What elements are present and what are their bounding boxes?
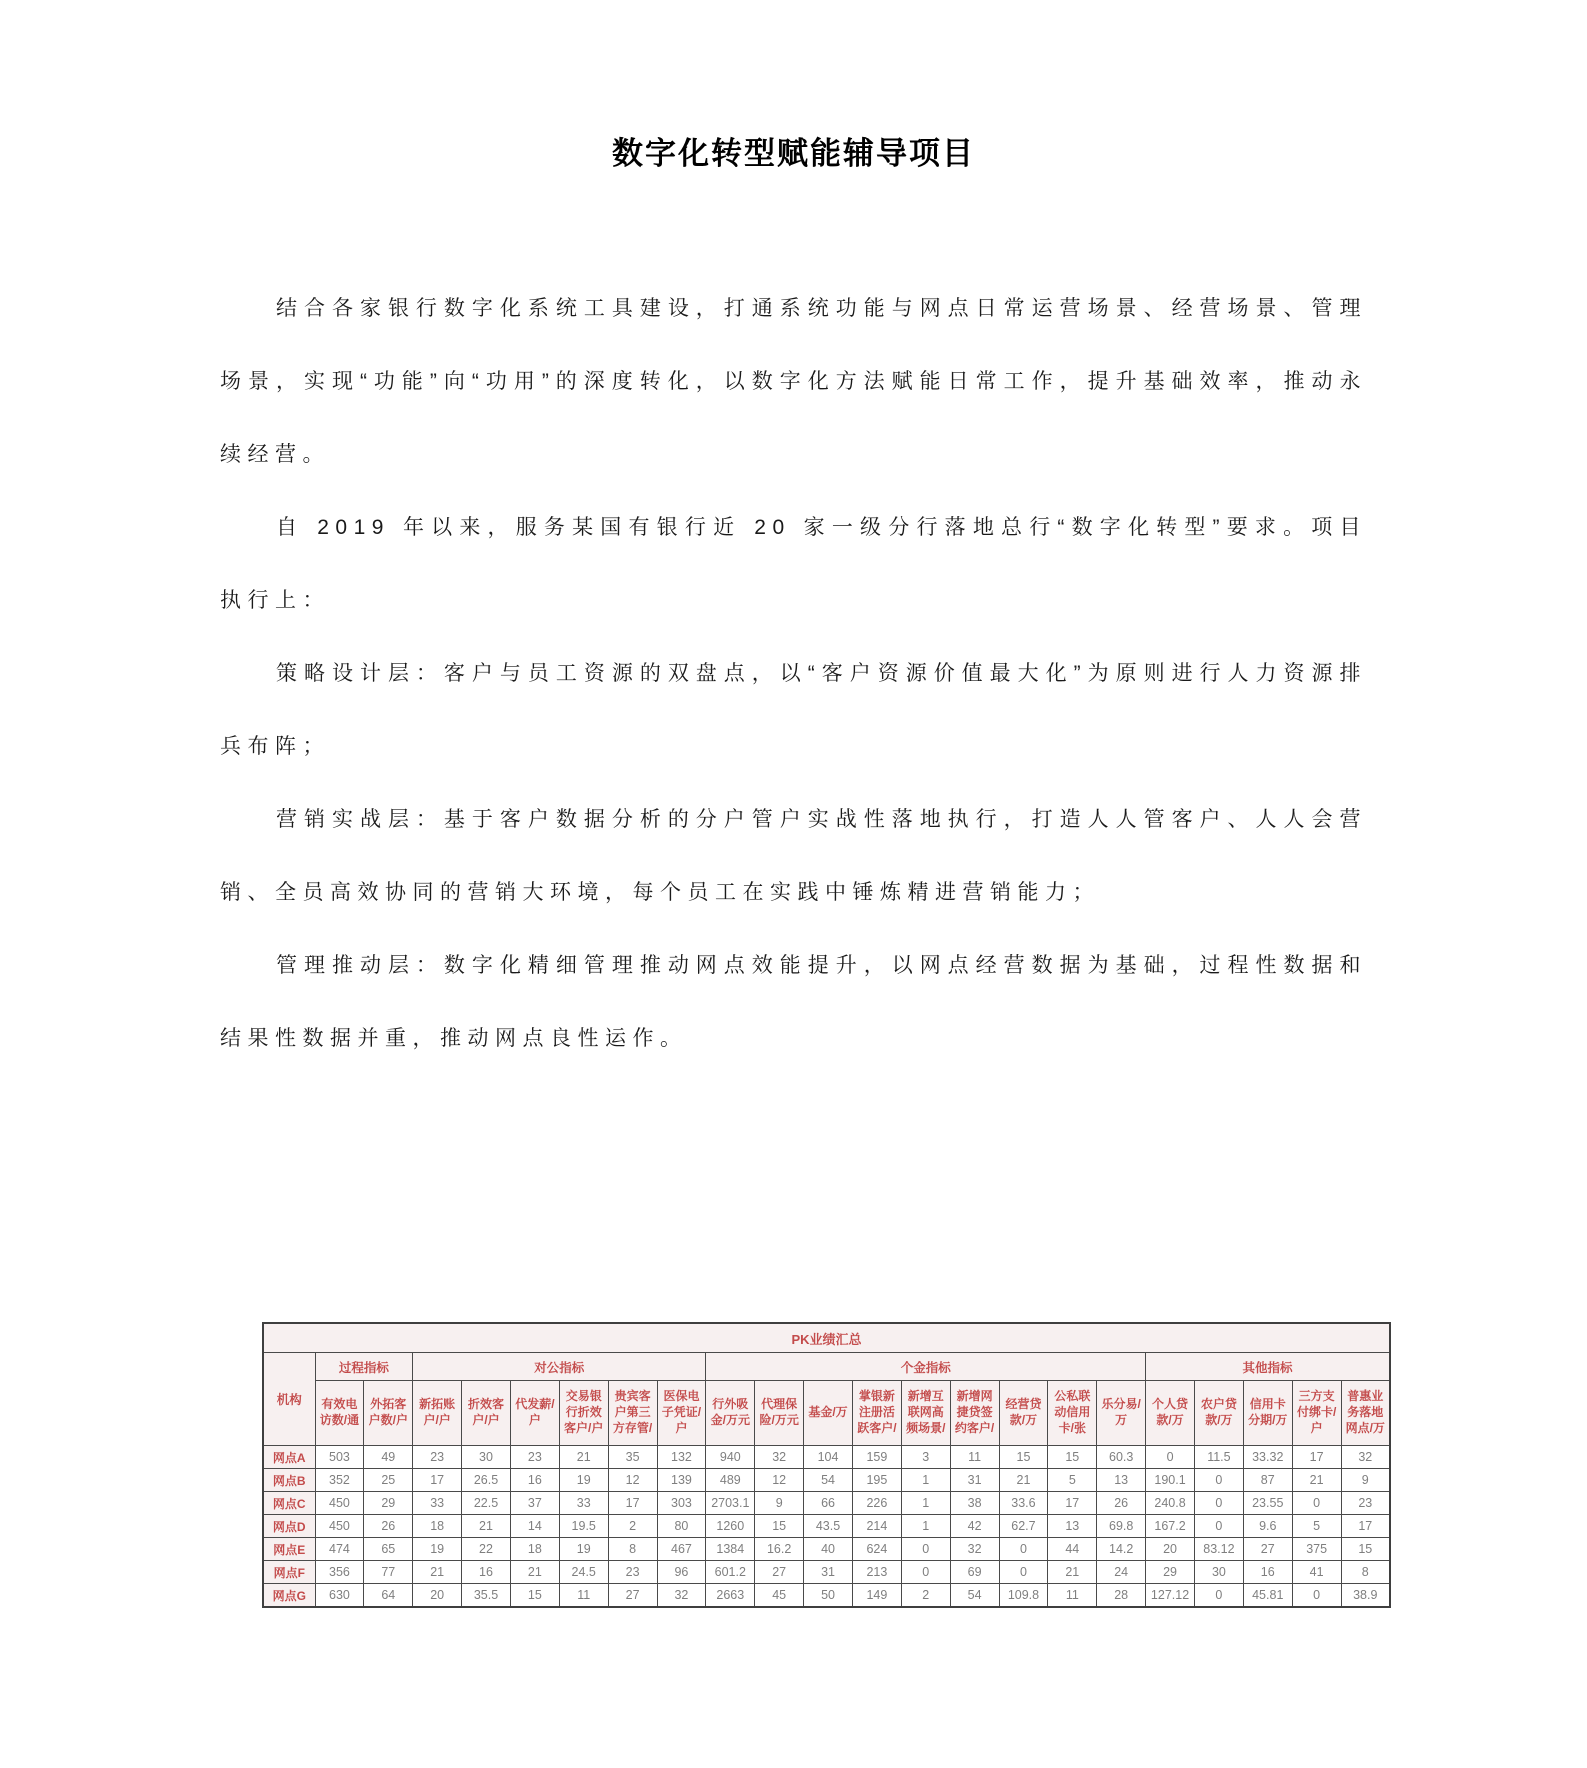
data-cell: 21 (462, 1515, 511, 1538)
column-header-cell: 新增网捷贷签约客户/ (950, 1381, 999, 1446)
data-cell: 14.2 (1097, 1538, 1146, 1561)
data-cell: 32 (1341, 1446, 1390, 1469)
column-header-cell: 经营贷款/万 (999, 1381, 1048, 1446)
data-cell: 65 (364, 1538, 413, 1561)
data-cell: 31 (950, 1469, 999, 1492)
data-cell: 83.12 (1194, 1538, 1243, 1561)
data-cell: 15 (1048, 1446, 1097, 1469)
data-cell: 9 (1341, 1469, 1390, 1492)
data-cell: 96 (657, 1561, 706, 1584)
column-header-cell: 基金/万 (804, 1381, 853, 1446)
data-cell: 15 (510, 1584, 559, 1608)
pk-performance-table (262, 1322, 1391, 1608)
column-header-cell: 个人贷款/万 (1146, 1381, 1195, 1446)
data-cell: 11 (559, 1584, 608, 1608)
data-cell: 104 (804, 1446, 853, 1469)
data-cell: 12 (755, 1469, 804, 1492)
org-header-cell: 机构 (263, 1353, 315, 1446)
data-cell: 22.5 (462, 1492, 511, 1515)
data-cell: 28 (1097, 1584, 1146, 1608)
data-cell: 109.8 (999, 1584, 1048, 1608)
data-cell: 30 (1194, 1561, 1243, 1584)
data-cell: 0 (999, 1538, 1048, 1561)
page-title: 数字化转型赋能辅导项目 (612, 136, 975, 171)
data-cell: 11.5 (1194, 1446, 1243, 1469)
column-header-cell: 新增互联网高频场景/ (901, 1381, 950, 1446)
column-header-cell: 贵宾客户第三方存管/ (608, 1381, 657, 1446)
data-cell: 27 (608, 1584, 657, 1608)
paragraph-intro: 结合各家银行数字化系统工具建设，打通系统功能与网点日常运营场景、经营场景、管理场景，实现“功能”向“功用”的深度转化，以数字化方法赋能日常工作，提升基础效率，推动永续经营。 (220, 297, 1367, 466)
column-header-cell: 代发薪/户 (510, 1381, 559, 1446)
data-cell: 23 (608, 1561, 657, 1584)
table-row (263, 1469, 1390, 1492)
data-cell: 190.1 (1146, 1469, 1195, 1492)
table-row (263, 1538, 1390, 1561)
data-cell: 0 (1146, 1446, 1195, 1469)
column-header-cell: 行外吸金/万元 (706, 1381, 755, 1446)
data-cell: 44 (1048, 1538, 1097, 1561)
data-cell: 32 (755, 1446, 804, 1469)
data-cell: 37 (510, 1492, 559, 1515)
column-header-cell: 乐分易/万 (1097, 1381, 1146, 1446)
data-cell: 214 (852, 1515, 901, 1538)
data-cell: 13 (1048, 1515, 1097, 1538)
data-cell: 38.9 (1341, 1584, 1390, 1608)
paragraph-management-layer: 管理推动层：数字化精细管理推动网点效能提升，以网点经营数据为基础，过程性数据和结果性数据并重，推动网点良性运作。 (220, 954, 1367, 1050)
table-title-row (263, 1323, 1390, 1353)
column-header-row (263, 1381, 1390, 1446)
paragraph-since-2019: 自 2019 年以来，服务某国有银行近 20 家一级分行落地总行“数字化转型”要求。项目执行上： (220, 516, 1367, 612)
data-cell: 159 (852, 1446, 901, 1469)
data-cell: 5 (1292, 1515, 1341, 1538)
data-cell: 33.32 (1243, 1446, 1292, 1469)
data-cell: 54 (804, 1469, 853, 1492)
data-cell: 0 (901, 1561, 950, 1584)
data-cell: 1 (901, 1469, 950, 1492)
data-cell: 352 (315, 1469, 364, 1492)
data-cell: 27 (755, 1561, 804, 1584)
column-header-cell: 有效电访数/通 (315, 1381, 364, 1446)
data-cell: 62.7 (999, 1515, 1048, 1538)
data-cell: 26.5 (462, 1469, 511, 1492)
data-cell: 17 (608, 1492, 657, 1515)
data-cell: 624 (852, 1538, 901, 1561)
data-cell: 167.2 (1146, 1515, 1195, 1538)
data-cell: 29 (1146, 1561, 1195, 1584)
pk-table-container (262, 1322, 1391, 1608)
group-header-row (263, 1353, 1390, 1381)
column-header-cell: 掌银新注册活跃客户/ (852, 1381, 901, 1446)
data-cell: 0 (999, 1561, 1048, 1584)
data-cell: 9.6 (1243, 1515, 1292, 1538)
data-cell: 149 (852, 1584, 901, 1608)
data-cell: 33 (559, 1492, 608, 1515)
data-cell: 17 (1048, 1492, 1097, 1515)
data-cell: 45 (755, 1584, 804, 1608)
data-cell: 503 (315, 1446, 364, 1469)
data-cell: 0 (1194, 1492, 1243, 1515)
data-cell: 19 (559, 1538, 608, 1561)
data-cell: 35 (608, 1446, 657, 1469)
branch-label-cell: 网点B (263, 1469, 315, 1492)
data-cell: 1384 (706, 1538, 755, 1561)
data-cell: 601.2 (706, 1561, 755, 1584)
data-cell: 1 (901, 1515, 950, 1538)
data-cell: 23.55 (1243, 1492, 1292, 1515)
data-cell: 21 (1048, 1561, 1097, 1584)
data-cell: 23 (1341, 1492, 1390, 1515)
data-cell: 213 (852, 1561, 901, 1584)
data-cell: 19 (559, 1469, 608, 1492)
data-cell: 17 (1341, 1515, 1390, 1538)
data-cell: 38 (950, 1492, 999, 1515)
data-cell: 18 (510, 1538, 559, 1561)
data-cell: 21 (413, 1561, 462, 1584)
data-cell: 132 (657, 1446, 706, 1469)
data-cell: 12 (608, 1469, 657, 1492)
data-cell: 21 (510, 1561, 559, 1584)
data-cell: 356 (315, 1561, 364, 1584)
data-cell: 16 (1243, 1561, 1292, 1584)
data-cell: 77 (364, 1561, 413, 1584)
column-header-cell: 农户贷款/万 (1194, 1381, 1243, 1446)
data-cell: 29 (364, 1492, 413, 1515)
data-cell: 15 (1341, 1538, 1390, 1561)
data-cell: 0 (1194, 1469, 1243, 1492)
data-cell: 22 (462, 1538, 511, 1561)
data-cell: 0 (901, 1538, 950, 1561)
data-cell: 8 (1341, 1561, 1390, 1584)
data-cell: 3 (901, 1446, 950, 1469)
data-cell: 21 (1292, 1469, 1341, 1492)
data-cell: 2 (608, 1515, 657, 1538)
column-header-cell: 公私联动信用卡/张 (1048, 1381, 1097, 1446)
data-cell: 17 (413, 1469, 462, 1492)
data-cell: 33 (413, 1492, 462, 1515)
table-row (263, 1561, 1390, 1584)
group-header-cell: 其他指标 (1146, 1353, 1390, 1381)
data-cell: 2663 (706, 1584, 755, 1608)
data-cell: 80 (657, 1515, 706, 1538)
data-cell: 450 (315, 1515, 364, 1538)
data-cell: 16 (510, 1469, 559, 1492)
data-cell: 33.6 (999, 1492, 1048, 1515)
data-cell: 54 (950, 1584, 999, 1608)
data-cell: 26 (364, 1515, 413, 1538)
data-cell: 13 (1097, 1469, 1146, 1492)
data-cell: 474 (315, 1538, 364, 1561)
data-cell: 21 (559, 1446, 608, 1469)
data-cell: 940 (706, 1446, 755, 1469)
data-cell: 0 (1292, 1492, 1341, 1515)
branch-label-cell: 网点A (263, 1446, 315, 1469)
data-cell: 23 (413, 1446, 462, 1469)
data-cell: 0 (1194, 1584, 1243, 1608)
data-cell: 20 (1146, 1538, 1195, 1561)
data-cell: 45.81 (1243, 1584, 1292, 1608)
data-cell: 25 (364, 1469, 413, 1492)
data-cell: 18 (413, 1515, 462, 1538)
data-cell: 43.5 (804, 1515, 853, 1538)
document-body (220, 272, 1367, 1075)
data-cell: 0 (1292, 1584, 1341, 1608)
data-cell: 32 (950, 1538, 999, 1561)
group-header-cell: 对公指标 (413, 1353, 706, 1381)
data-cell: 127.12 (1146, 1584, 1195, 1608)
data-cell: 375 (1292, 1538, 1341, 1561)
branch-label-cell: 网点C (263, 1492, 315, 1515)
branch-label-cell: 网点D (263, 1515, 315, 1538)
data-cell: 35.5 (462, 1584, 511, 1608)
data-cell: 41 (1292, 1561, 1341, 1584)
column-header-cell: 新拓账户/户 (413, 1381, 462, 1446)
data-cell: 11 (1048, 1584, 1097, 1608)
data-cell: 40 (804, 1538, 853, 1561)
group-header-cell: 过程指标 (315, 1353, 413, 1381)
data-cell: 16 (462, 1561, 511, 1584)
data-cell: 11 (950, 1446, 999, 1469)
branch-label-cell: 网点G (263, 1584, 315, 1608)
data-cell: 489 (706, 1469, 755, 1492)
data-cell: 226 (852, 1492, 901, 1515)
column-header-cell: 医保电子凭证/户 (657, 1381, 706, 1446)
data-cell: 1 (901, 1492, 950, 1515)
data-cell: 87 (1243, 1469, 1292, 1492)
data-cell: 467 (657, 1538, 706, 1561)
table-row (263, 1584, 1390, 1608)
data-cell: 15 (755, 1515, 804, 1538)
data-cell: 2703.1 (706, 1492, 755, 1515)
column-header-cell: 普惠业务落地网点/万 (1341, 1381, 1390, 1446)
data-cell: 15 (999, 1446, 1048, 1469)
data-cell: 30 (462, 1446, 511, 1469)
column-header-cell: 交易银行折效客户/户 (559, 1381, 608, 1446)
data-cell: 24.5 (559, 1561, 608, 1584)
table-title-cell: PK业绩汇总 (263, 1323, 1390, 1353)
column-header-cell: 代理保险/万元 (755, 1381, 804, 1446)
data-cell: 64 (364, 1584, 413, 1608)
data-cell: 50 (804, 1584, 853, 1608)
data-cell: 19 (413, 1538, 462, 1561)
data-cell: 303 (657, 1492, 706, 1515)
data-cell: 26 (1097, 1492, 1146, 1515)
data-cell: 195 (852, 1469, 901, 1492)
data-cell: 0 (1194, 1515, 1243, 1538)
data-cell: 27 (1243, 1538, 1292, 1561)
group-header-cell: 个金指标 (706, 1353, 1146, 1381)
branch-label-cell: 网点E (263, 1538, 315, 1561)
column-header-cell: 信用卡分期/万 (1243, 1381, 1292, 1446)
table-row (263, 1492, 1390, 1515)
data-cell: 19.5 (559, 1515, 608, 1538)
data-cell: 2 (901, 1584, 950, 1608)
table-row (263, 1515, 1390, 1538)
data-cell: 60.3 (1097, 1446, 1146, 1469)
data-cell: 49 (364, 1446, 413, 1469)
column-header-cell: 外拓客户数/户 (364, 1381, 413, 1446)
data-cell: 69 (950, 1561, 999, 1584)
data-cell: 20 (413, 1584, 462, 1608)
data-cell: 630 (315, 1584, 364, 1608)
data-cell: 21 (999, 1469, 1048, 1492)
data-cell: 16.2 (755, 1538, 804, 1561)
data-cell: 42 (950, 1515, 999, 1538)
data-cell: 8 (608, 1538, 657, 1561)
data-cell: 23 (510, 1446, 559, 1469)
data-cell: 31 (804, 1561, 853, 1584)
paragraph-marketing-layer: 营销实战层：基于客户数据分析的分户管户实战性落地执行，打造人人管客户、人人会营销、全员高效协同的营销大环境，每个员工在实践中锤炼精进营销能力； (220, 808, 1367, 904)
data-cell: 66 (804, 1492, 853, 1515)
data-cell: 1260 (706, 1515, 755, 1538)
table-row (263, 1446, 1390, 1469)
data-cell: 14 (510, 1515, 559, 1538)
data-cell: 69.8 (1097, 1515, 1146, 1538)
data-cell: 32 (657, 1584, 706, 1608)
paragraph-strategy-layer: 策略设计层：客户与员工资源的双盘点，以“客户资源价值最大化”为原则进行人力资源排兵布阵； (220, 662, 1367, 758)
data-cell: 450 (315, 1492, 364, 1515)
column-header-cell: 折效客户/户 (462, 1381, 511, 1446)
data-cell: 24 (1097, 1561, 1146, 1584)
column-header-cell: 三方支付绑卡/户 (1292, 1381, 1341, 1446)
data-cell: 240.8 (1146, 1492, 1195, 1515)
data-cell: 17 (1292, 1446, 1341, 1469)
data-cell: 139 (657, 1469, 706, 1492)
data-cell: 9 (755, 1492, 804, 1515)
branch-label-cell: 网点F (263, 1561, 315, 1584)
data-cell: 5 (1048, 1469, 1097, 1492)
